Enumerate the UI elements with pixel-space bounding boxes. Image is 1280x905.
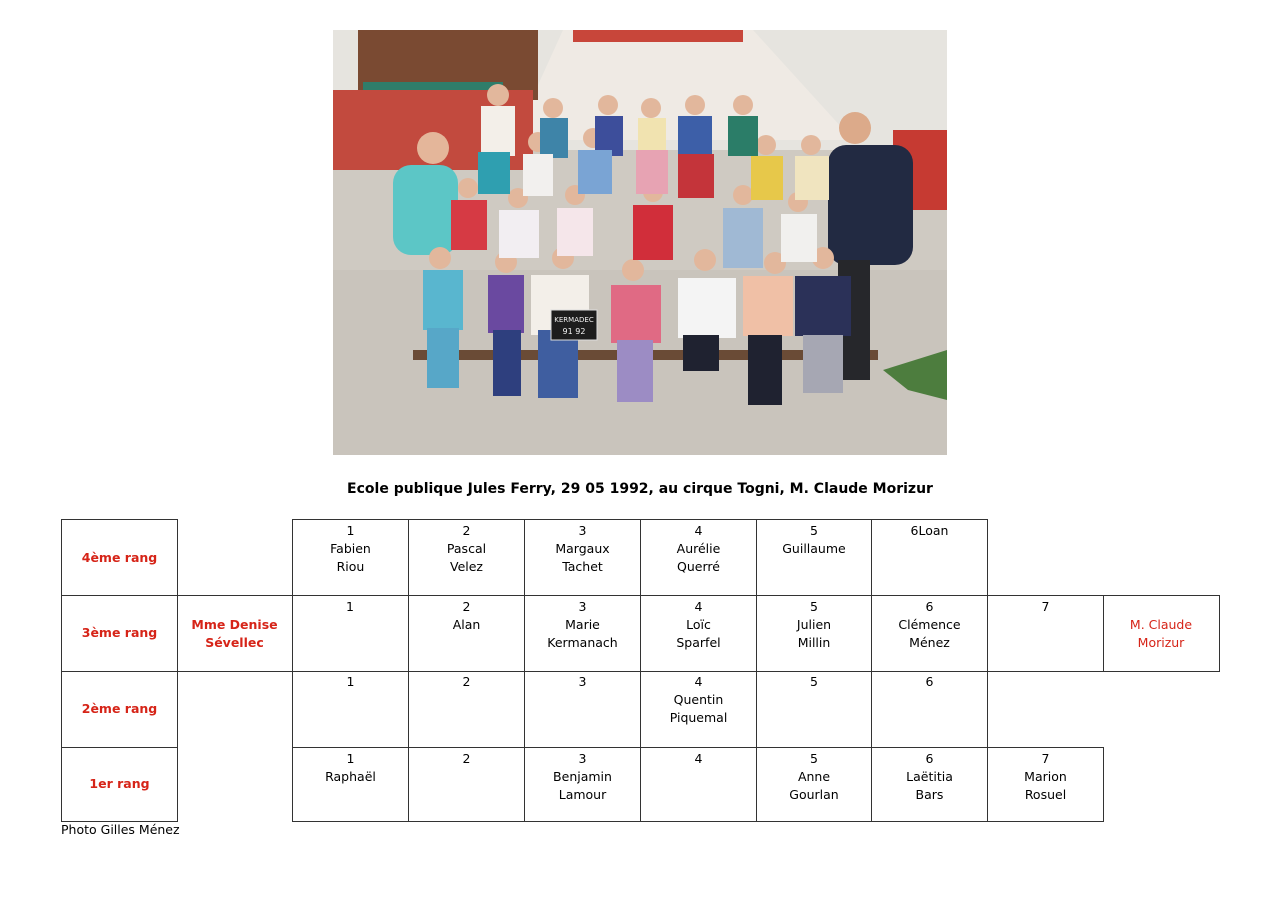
seat-number: 2 bbox=[462, 674, 471, 689]
seat-cell bbox=[757, 519, 872, 596]
seat-last-name: Piquemal bbox=[669, 710, 728, 725]
seat-number: 7 bbox=[1041, 599, 1050, 614]
seat-number: 3 bbox=[578, 523, 587, 538]
photo-credit: Photo Gilles Ménez bbox=[61, 822, 180, 837]
seat-number: 6 bbox=[925, 674, 934, 689]
slate-text-line2: 91 92 bbox=[562, 327, 586, 336]
seat-cell bbox=[525, 595, 641, 672]
seat-number: 1 bbox=[346, 599, 354, 614]
teacher-right-cell bbox=[1103, 595, 1220, 672]
row-label-2: 2ème rang bbox=[61, 671, 178, 748]
seat-number: 4 bbox=[694, 523, 703, 538]
seat-cell bbox=[757, 595, 872, 672]
seat-number: 5 bbox=[810, 751, 818, 766]
seat-cell bbox=[292, 595, 409, 672]
seat-cell bbox=[872, 595, 988, 672]
seat-cell bbox=[409, 747, 525, 822]
seat-last-name: Tachet bbox=[562, 559, 603, 574]
class-photo bbox=[333, 30, 947, 455]
seat-first-name: Aurélie bbox=[676, 541, 721, 556]
seat-first-name: Benjamin bbox=[553, 769, 612, 784]
seat-cell bbox=[409, 671, 525, 748]
seat-cell bbox=[409, 519, 525, 596]
seat-cell bbox=[641, 671, 757, 748]
seat-cell bbox=[641, 595, 757, 672]
seat-first-name: Guillaume bbox=[782, 541, 846, 556]
page-title: Ecole publique Jules Ferry, 29 05 1992, au cirque Togni, M. Claude Morizur bbox=[347, 481, 933, 497]
seat-cell bbox=[757, 747, 872, 822]
teacher-right-first: M. Claude bbox=[1129, 616, 1193, 632]
seat-last-name: Velez bbox=[450, 559, 483, 574]
seat-first-name: Julien bbox=[796, 617, 832, 632]
seat-number: 6 bbox=[925, 751, 934, 766]
seat-cell bbox=[988, 595, 1104, 672]
seat-first-name: Clémence bbox=[898, 617, 961, 632]
row-label-3: 3ème rang bbox=[61, 595, 178, 672]
seat-number: 4 bbox=[694, 751, 703, 766]
seat-first-name: Raphaël bbox=[325, 769, 376, 784]
seat-last-name: Bars bbox=[915, 787, 944, 802]
seat-cell bbox=[292, 519, 409, 596]
row-label-4: 4ème rang bbox=[61, 519, 178, 596]
seat-number: 3 bbox=[578, 751, 587, 766]
seat-last-name: Ménez bbox=[909, 635, 950, 650]
row-label-1: 1er rang bbox=[61, 747, 178, 822]
seat-cell bbox=[525, 671, 641, 748]
seat-cell bbox=[525, 519, 641, 596]
seat-cell bbox=[872, 519, 988, 596]
seat-last-name: Lamour bbox=[558, 787, 607, 802]
seat-cell bbox=[641, 747, 757, 822]
seat-last-name: Kermanach bbox=[547, 635, 618, 650]
seat-last-name: Sparfel bbox=[676, 635, 721, 650]
seat-first-name: Laëtitia bbox=[906, 769, 953, 784]
seat-number: 1 bbox=[346, 674, 355, 689]
class-photo-illustration bbox=[333, 30, 947, 455]
seat-first-name: Fabien bbox=[330, 541, 371, 556]
seat-cell bbox=[988, 747, 1104, 822]
seat-last-name: Riou bbox=[336, 559, 365, 574]
seat-cell bbox=[872, 671, 988, 748]
seat-number: 3 bbox=[578, 674, 587, 689]
seat-first-name: Marie bbox=[565, 617, 600, 632]
seat-cell bbox=[292, 671, 409, 748]
seat-number: 4 bbox=[694, 599, 703, 614]
teacher-left-first: Mme Denise bbox=[191, 616, 278, 632]
seat-cell bbox=[757, 671, 872, 748]
seat-cell bbox=[641, 519, 757, 596]
seat-first-name: Pascal bbox=[446, 541, 487, 556]
seat-last-name: Rosuel bbox=[1024, 787, 1067, 802]
seat-cell bbox=[409, 595, 525, 672]
seat-first-name: Quentin bbox=[673, 692, 724, 707]
teacher-left-last: Sévellec bbox=[205, 634, 264, 650]
seat-number: 1 bbox=[346, 523, 355, 538]
seat-number: 7 bbox=[1041, 751, 1050, 766]
seat-first-name: Anne bbox=[797, 769, 831, 784]
seat-cell bbox=[872, 747, 988, 822]
seat-number: 2 bbox=[462, 751, 471, 766]
seat-number: 1 bbox=[346, 751, 355, 766]
seat-number: 6 bbox=[925, 599, 934, 614]
seat-first-name: Alan bbox=[452, 617, 481, 632]
seat-first-name: Margaux bbox=[555, 541, 610, 556]
seat-last-name: Millin bbox=[797, 635, 831, 650]
seat-number: 5 bbox=[810, 674, 818, 689]
seat-cell bbox=[292, 747, 409, 822]
seat-number: 6Loan bbox=[910, 523, 949, 538]
seat-number: 2 bbox=[462, 523, 471, 538]
seat-last-name: Querré bbox=[677, 559, 720, 574]
teacher-right-last: Morizur bbox=[1137, 634, 1185, 650]
seat-last-name: Gourlan bbox=[789, 787, 839, 802]
seat-number: 5 bbox=[810, 523, 818, 538]
seat-cell bbox=[525, 747, 641, 822]
seat-first-name: Loïc bbox=[686, 617, 711, 632]
teacher-left-cell bbox=[177, 595, 293, 672]
seat-number: 2 bbox=[462, 599, 471, 614]
seat-first-name: Marion bbox=[1024, 769, 1067, 784]
seat-number: 3 bbox=[578, 599, 587, 614]
seat-number: 4 bbox=[694, 674, 703, 689]
seat-number: 5 bbox=[810, 599, 818, 614]
slate-text-line1: KERMADEC bbox=[554, 316, 594, 324]
